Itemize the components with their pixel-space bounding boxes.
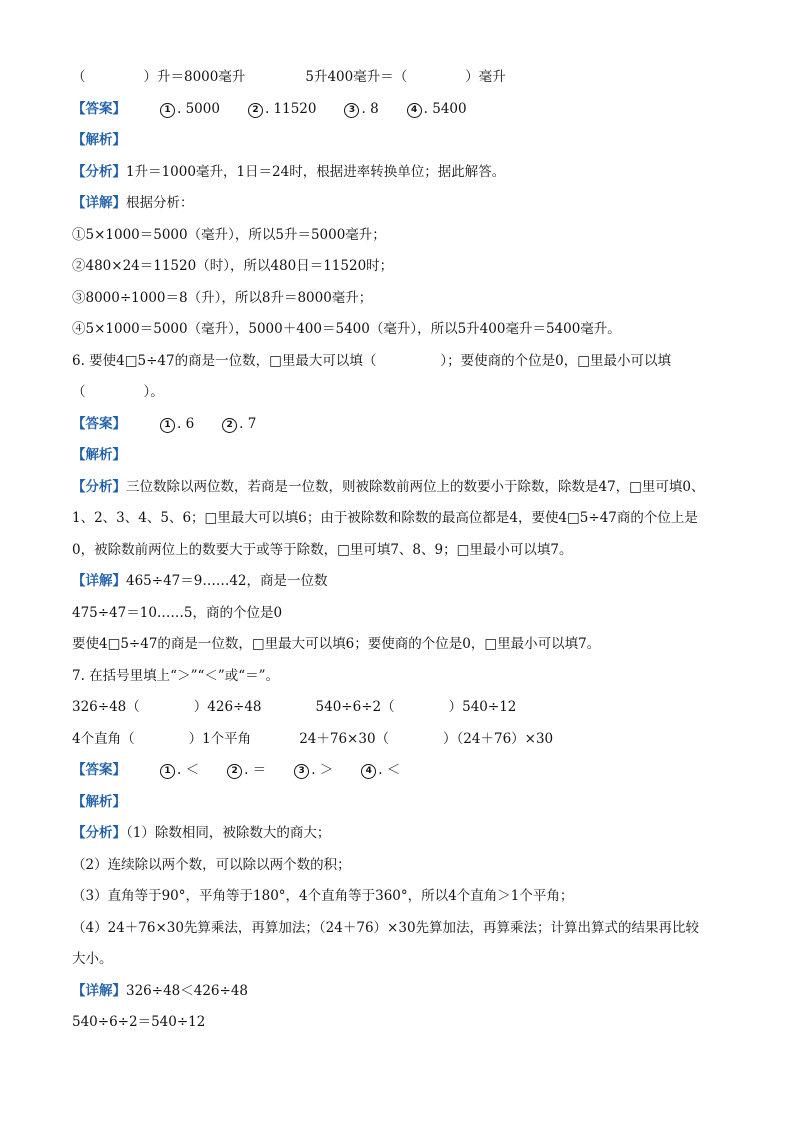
answer-value: . 8 (361, 100, 379, 117)
q7-expr-2b: ）540÷12 (448, 699, 517, 715)
q7-answer-line (72, 755, 732, 787)
answer-tag: 【答案】 (72, 415, 126, 432)
analysis-tag: 【解析】 (72, 447, 126, 463)
circled-number: 2 (248, 103, 263, 118)
q6-fenxi-line-1 (72, 472, 732, 504)
q7-expr-4: 24＋76×30（ (299, 730, 390, 747)
fenxi-tag: 【分析】 (72, 478, 126, 495)
paren-open: （ (72, 69, 86, 85)
answer-value: . ＜ (177, 762, 200, 778)
answer-value: . 6 (177, 415, 195, 432)
fenxi-tag: 【分析】 (72, 825, 126, 841)
q5-xiangjie-text: 根据分析： (126, 195, 194, 211)
q6-detail-1: 465÷47＝9……42，商是一位数 (126, 573, 328, 589)
q5-answer-4 (407, 94, 467, 126)
q5-part-3: ）升＝8000毫升 (143, 69, 246, 85)
q6-fenxi-text-1: 三位数除以两位数，若商是一位数，则被除数前两位上的数要小于除数，除数是47，□里可填0、 (126, 478, 705, 495)
q5-xiangjie-line (72, 188, 732, 220)
circled-number: 2 (227, 764, 242, 779)
answer-value: . ＜ (378, 762, 401, 778)
paren-open: （ (72, 384, 86, 400)
q5-answer-1 (160, 94, 220, 126)
q7-expr-1b: ）426÷48 (193, 699, 262, 715)
q6-text-b: ）；要使商的个位是0，□里最小可以填 (440, 352, 671, 369)
q7-fenxi-line-1 (72, 818, 732, 850)
q7-expr-1: 326÷48（ (72, 699, 140, 715)
circled-number: 3 (344, 103, 359, 118)
q7-fenxi-line-5: 大小。 (72, 951, 113, 967)
xiangjie-tag: 【详解】 (72, 982, 126, 999)
circled-number: 4 (361, 764, 376, 779)
answer-value: . 5400 (423, 100, 467, 117)
xiangjie-tag: 【详解】 (72, 195, 126, 211)
answer-value: . ＞ (311, 762, 334, 778)
q7-title: 7. 在括号里填上“＞”“＜”或“＝”。 (72, 667, 280, 684)
circled-number: 1 (160, 103, 175, 118)
analysis-tag: 【解析】 (72, 793, 126, 810)
q5-detail-3: ③8000÷1000＝8（升），所以8升＝8000毫升； (72, 289, 373, 306)
q7-expr-4b: ）（24＋76）×30 (443, 730, 554, 747)
q7-expr-3b: ）1个平角 (188, 730, 252, 747)
q6-fenxi-line-2: 1、2、3、4、5、6；□里最大可以填6；由于被除数和除数的最高位都是4，要使4□5÷47商的个位上是 (72, 510, 698, 526)
q6-question-line-2 (72, 377, 732, 409)
circled-number: 4 (407, 103, 422, 118)
q5-fenxi-text: 1升＝1000毫升，1日＝24时，根据进率转换单位；据此解答。 (126, 163, 506, 180)
q5-fenxi-line (72, 157, 732, 189)
q5-answer-line (72, 94, 732, 126)
q7-answer-4 (361, 755, 400, 787)
q7-detail-2: 540÷6÷2＝540÷12 (72, 1014, 206, 1030)
q6-xiangjie-line (72, 566, 732, 598)
circled-number: 1 (160, 764, 175, 779)
document-page (72, 62, 732, 1039)
answer-value: . ＝ (244, 762, 267, 778)
q7-expr-3: 4个直角（ (72, 730, 135, 747)
answer-value: . 11520 (264, 100, 317, 117)
q7-row-1 (72, 692, 732, 724)
q6-detail-2: 475÷47＝10……5，商的个位是0 (72, 604, 283, 621)
circled-number: 1 (160, 418, 175, 433)
q7-fenxi-1: （1）除数相同，被除数大的商大； (126, 825, 331, 841)
xiangjie-tag: 【详解】 (72, 573, 126, 589)
answer-tag: 【答案】 (72, 762, 126, 778)
q7-fenxi-line-2: （2）连续除以两个数，可以除以两个数的积； (72, 856, 351, 873)
q6-detail-3: 要使4□5÷47的商是一位数，□里最大可以填6；要使商的个位是0，□里最小可以填7。 (72, 636, 601, 652)
q7-row-2 (72, 724, 732, 756)
q7-fenxi-line-3: （3）直角等于90°，平角等于180°，4个直角等于360°，所以4个直角＞1个平角； (72, 888, 574, 904)
fenxi-tag: 【分析】 (72, 163, 126, 180)
paren-close: ）。 (143, 384, 164, 400)
q6-analysis-tag-line (72, 440, 732, 472)
q7-fenxi-line-4: （4）24＋76×30先算乘法，再算加法；（24＋76）×30先算加法，再算乘法；计算出算式的结果再比较 (72, 919, 700, 936)
q5-analysis-tag-line (72, 125, 732, 157)
answer-value: . 7 (239, 415, 257, 432)
q7-answer-2 (227, 755, 266, 787)
q6-answer-2 (222, 409, 256, 441)
analysis-tag: 【解析】 (72, 132, 126, 148)
q7-analysis-tag-line (72, 787, 732, 819)
q5-detail-2: ②480×24＝11520（时），所以480日＝11520时； (72, 258, 394, 274)
q6-text-a: 6. 要使4□5÷47的商是一位数，□里最大可以填（ (72, 352, 377, 369)
q6-answer-1 (160, 409, 194, 441)
answer-value: . 5000 (177, 100, 220, 117)
q7-answer-1 (160, 755, 199, 787)
answer-tag: 【答案】 (72, 100, 126, 117)
q7-answer-3 (294, 755, 333, 787)
q5-answer-2 (248, 94, 317, 126)
q7-expr-2: 540÷6÷2（ (315, 699, 395, 715)
q5-detail-1: ①5×1000＝5000（毫升），所以5升＝5000毫升； (72, 226, 386, 243)
q5-tail-line (72, 62, 732, 94)
q5-part-4-unit: ）毫升 (465, 69, 506, 85)
q5-detail-4: ④5×1000＝5000（毫升），5000＋400＝5400（毫升），所以5升400毫升＝5400毫升。 (72, 321, 621, 337)
q7-xiangjie-line (72, 976, 732, 1008)
q5-answer-3 (344, 94, 378, 126)
q6-question-line-1 (72, 346, 732, 378)
q5-part-4: 5升400毫升＝（ (305, 69, 408, 85)
q7-detail-1: 326÷48＜426÷48 (126, 982, 249, 999)
q6-fenxi-line-3: 0，被除数前两位上的数要大于或等于除数，□里可填7、8、9；□里最小可以填7。 (72, 541, 573, 558)
circled-number: 3 (294, 764, 309, 779)
circled-number: 2 (222, 418, 237, 433)
q6-answer-line (72, 409, 732, 441)
